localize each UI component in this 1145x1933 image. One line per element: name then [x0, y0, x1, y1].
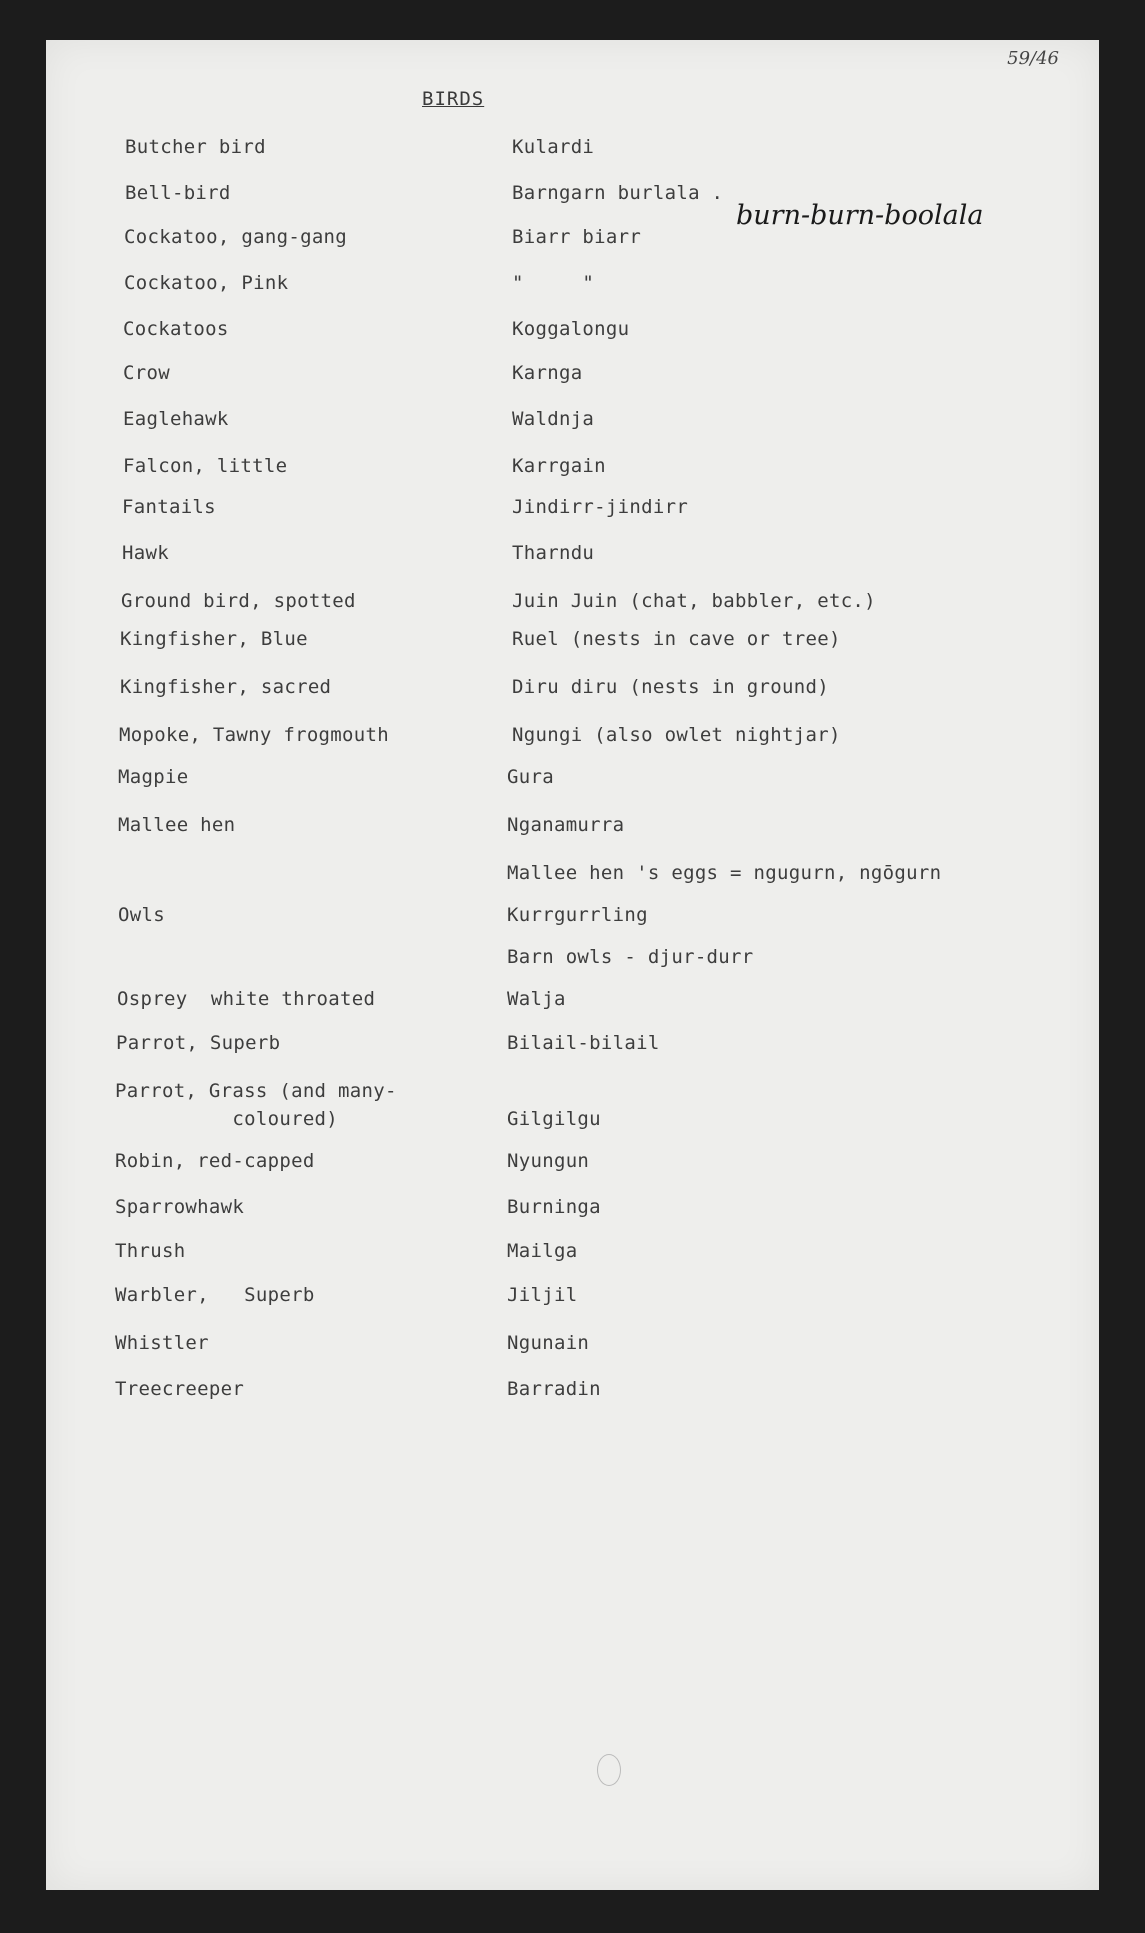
page-title: BIRDS: [422, 88, 485, 110]
local-name: Juin Juin (chat, babbler, etc.): [512, 590, 876, 612]
english-name: Owls: [118, 904, 165, 926]
english-name: Sparrowhawk: [115, 1196, 245, 1218]
english-name: Bell-bird: [125, 182, 231, 204]
english-name: Parrot, Superb: [116, 1032, 281, 1054]
english-name: Crow: [123, 362, 170, 384]
english-name: Fantails: [122, 496, 216, 518]
local-name: Ruel (nests in cave or tree): [512, 628, 841, 650]
local-name: Biarr biarr: [512, 226, 642, 248]
page-number: 59/46: [1007, 48, 1059, 69]
english-name: Cockatoos: [123, 318, 229, 340]
english-name: Kingfisher, Blue: [120, 628, 308, 650]
local-name: Nganamurra: [507, 814, 625, 836]
english-name: Cockatoo, Pink: [124, 272, 289, 294]
document-page: [46, 40, 1099, 1890]
local-name: Diru diru (nests in ground): [512, 676, 829, 698]
local-name: Karnga: [512, 362, 583, 384]
english-name: Mopoke, Tawny frogmouth: [119, 724, 389, 746]
english-name: Osprey white throated: [117, 988, 376, 1010]
english-name: Cockatoo, gang-gang: [124, 226, 348, 248]
local-name: Barradin: [507, 1378, 601, 1400]
english-name: Butcher bird: [125, 136, 266, 158]
english-name: Mallee hen: [118, 814, 236, 836]
local-name: " ": [512, 272, 595, 294]
local-name: Barn owls - djur-durr: [507, 946, 754, 968]
english-name: Warbler, Superb: [115, 1284, 315, 1306]
english-name: coloured): [115, 1108, 339, 1130]
local-name: Kurrgurrling: [507, 904, 648, 926]
local-name: Tharndu: [512, 542, 595, 564]
local-name: Gura: [507, 766, 554, 788]
local-name: Mailga: [507, 1240, 578, 1262]
english-name: Thrush: [115, 1240, 186, 1262]
local-name: Walja: [507, 988, 566, 1010]
english-name: Kingfisher, sacred: [120, 676, 332, 698]
english-name: Falcon, little: [123, 455, 288, 477]
local-name: Ngunain: [507, 1332, 590, 1354]
local-name: Barngarn burlala .: [512, 182, 724, 204]
local-name: Ngungi (also owlet nightjar): [512, 724, 841, 746]
english-name: Magpie: [118, 766, 189, 788]
local-name: Nyungun: [507, 1150, 590, 1172]
pencil-mark: [597, 1754, 621, 1786]
local-name: Gilgilgu: [507, 1108, 601, 1130]
local-name: Koggalongu: [512, 318, 630, 340]
english-name: Parrot, Grass (and many-: [115, 1080, 397, 1102]
handwritten-note: burn-burn-boolala: [736, 200, 984, 231]
local-name: Jindirr-jindirr: [512, 496, 689, 518]
local-name: Bilail-bilail: [507, 1032, 660, 1054]
english-name: Ground bird, spotted: [121, 590, 356, 612]
local-name: Kulardi: [512, 136, 595, 158]
local-name: Karrgain: [512, 455, 606, 477]
local-name: Waldnja: [512, 408, 595, 430]
local-name: Mallee hen 's eggs = ngugurn, ngōgurn: [507, 862, 942, 884]
english-name: Whistler: [115, 1332, 209, 1354]
english-name: Robin, red-capped: [115, 1150, 315, 1172]
english-name: Hawk: [122, 542, 169, 564]
english-name: Eaglehawk: [123, 408, 229, 430]
local-name: Jiljil: [507, 1284, 578, 1306]
english-name: Treecreeper: [115, 1378, 245, 1400]
local-name: Burninga: [507, 1196, 601, 1218]
